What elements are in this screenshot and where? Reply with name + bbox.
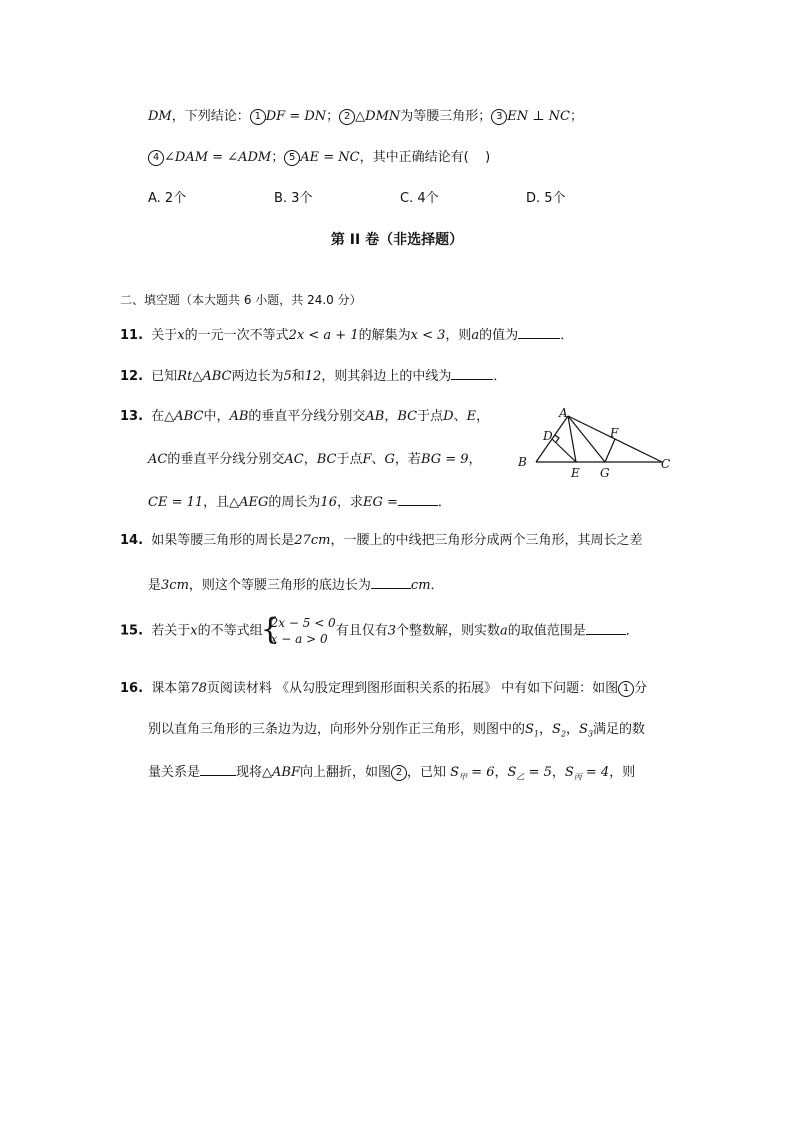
label-e: E bbox=[571, 466, 580, 480]
label-a: A bbox=[559, 406, 568, 420]
question-16-line1: 16. 课本第78页阅读材料 《从勾股定理到图形面积关系的拓展》 中有如下问题：如图 1 分 bbox=[120, 681, 648, 696]
question-13-line2: AC的垂直平分线分别交AC，BC于点F、G，若BG = 9， bbox=[148, 452, 482, 467]
option-b: B. 3个 bbox=[274, 191, 313, 206]
label-c: C bbox=[661, 457, 671, 471]
answer-blank bbox=[398, 492, 438, 506]
q10-line2: 4 ∠DAM = ∠ADM； 5 AE = NC，其中正确结论有( ) bbox=[148, 149, 490, 167]
section2-title: 第 II 卷（非选择题） bbox=[330, 232, 464, 248]
question-12: 12. 已知Rt△ABC两边长为5和12，则其斜边上的中线为 ． bbox=[120, 366, 506, 386]
option-a: A. 2个 bbox=[148, 191, 187, 206]
answer-blank bbox=[200, 762, 236, 776]
question-14-line2: 是3cm，则这个等腰三角形的底边长为 cm． bbox=[148, 575, 444, 595]
triangle-figure bbox=[512, 402, 682, 484]
label-f: F bbox=[610, 426, 619, 440]
question-15: 15. 若关于x的不等式组 { 2x − 5 < 0 x − a > 0 有且仅有3个整数解，则实数a的取值范围是 ． bbox=[120, 612, 639, 647]
question-11: 11. 关于x的一元一次不等式2x < a + 1的解集为x < 3，则a的值为 ． bbox=[120, 325, 573, 345]
answer-blank bbox=[371, 575, 411, 589]
option-d: D. 5个 bbox=[526, 191, 566, 206]
inequality-system: { 2x − 5 < 0 x − a > 0 bbox=[260, 612, 336, 647]
answer-blank bbox=[586, 621, 626, 635]
label-b: B bbox=[518, 455, 527, 469]
label-g: G bbox=[600, 466, 610, 480]
q10-line1: DM，下列结论： 1 DF = DN； 2 △DMN为等腰三角形； 3 EN ⊥ NC； bbox=[148, 109, 583, 124]
section-header: 二、填空题（本大题共 6 小题，共 24.0 分） bbox=[120, 293, 362, 307]
question-13-line1: 13. 在△ABC中，AB的垂直平分线分别交AB，BC于点D、E， bbox=[120, 409, 490, 424]
question-14-line1: 14. 如果等腰三角形的周长是27cm，一腰上的中线把三角形分成两个三角形，其周长之差 bbox=[120, 533, 643, 548]
answer-blank bbox=[518, 325, 560, 339]
right-angle-mark bbox=[555, 435, 559, 442]
label-d: D bbox=[543, 429, 553, 443]
question-13-line3: CE = 11，且△AEG的周长为16，求EG = ． bbox=[148, 492, 451, 512]
q-number: 11. bbox=[120, 328, 144, 343]
segment-ag bbox=[568, 416, 605, 462]
question-16-line2: 别以直角三角形的三条边为边，向形外分别作正三角形，则图中的$S_1$，$S_2$，$S_3$满足的数 bbox=[148, 722, 646, 739]
segment-fg bbox=[605, 439, 615, 462]
question-16-line3: 量关系是 现将△ABF向上翻折，如图 2 ，已知 $S_甲 = 6$，$S_乙 = 5$，$S_丙 = 4$，则 bbox=[148, 762, 635, 787]
option-c: C. 4个 bbox=[400, 191, 439, 206]
answer-blank bbox=[451, 366, 493, 380]
